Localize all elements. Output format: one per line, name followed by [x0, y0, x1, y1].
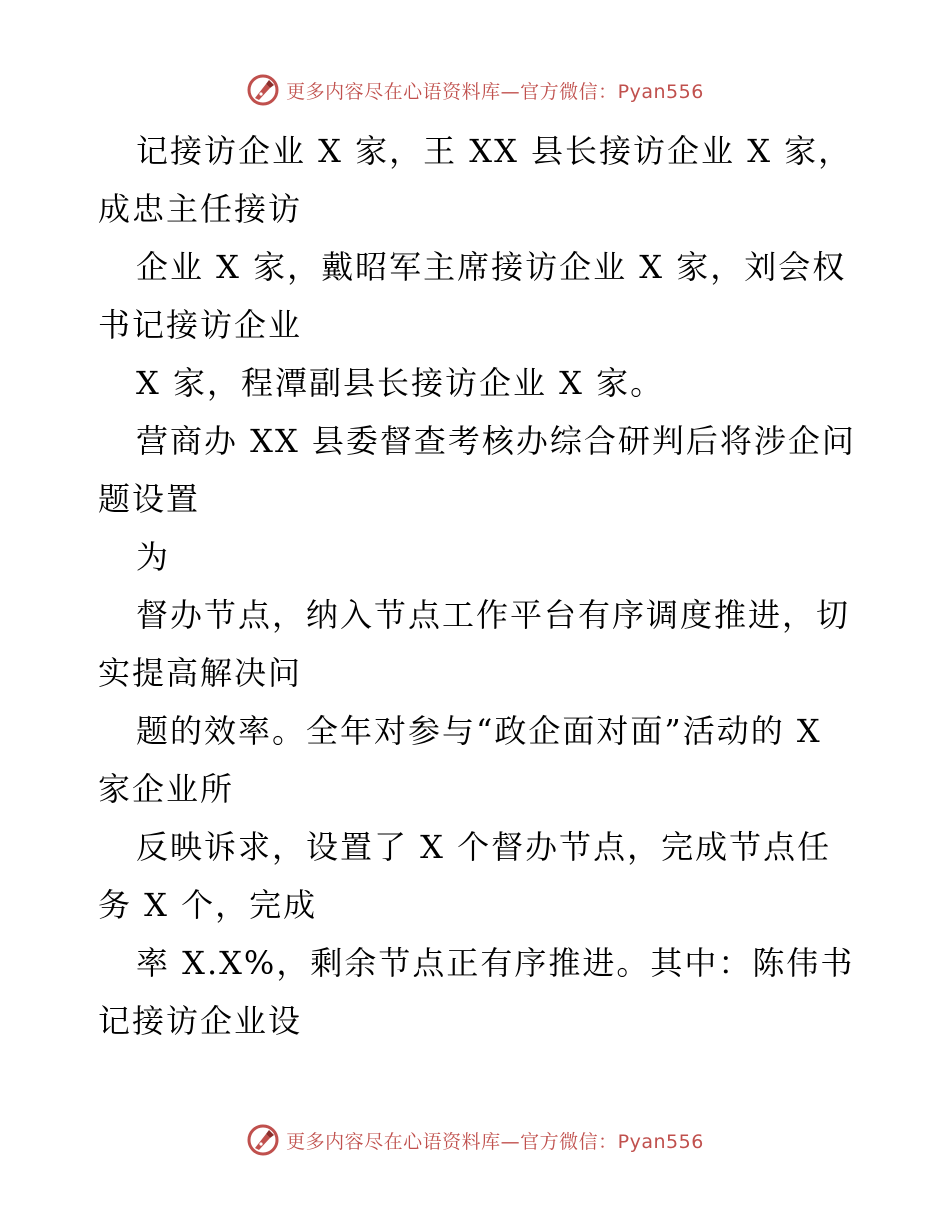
footer-banner	[0, 1120, 950, 1160]
document-line: 题设置	[98, 480, 201, 518]
document-line: 记接访企业 X 家，王 XX 县长接访企业 X 家，	[136, 132, 853, 170]
document-line: 书记接访企业	[98, 306, 303, 344]
header-banner-text: 更多内容尽在心语资料库—官方微信：Pyan556	[286, 80, 704, 103]
pen-nib-logo-icon	[246, 73, 280, 107]
document-line: 务 X 个，完成	[98, 886, 318, 924]
pen-nib-logo-icon	[246, 1123, 280, 1157]
document-body	[98, 122, 858, 1050]
document-line: 反映诉求，设置了 X 个督办节点，完成节点任	[136, 828, 832, 866]
document-line: 企业 X 家，戴昭军主席接访企业 X 家，刘会权	[136, 248, 847, 286]
document-line: 为	[136, 538, 171, 576]
footer-banner-text: 更多内容尽在心语资料库—官方微信：Pyan556	[286, 1130, 704, 1153]
document-line: 记接访企业设	[98, 1002, 303, 1040]
document-line: 家企业所	[98, 770, 235, 808]
document-line: 题的效率。全年对参与“政企面对面”活动的 X	[136, 712, 822, 750]
document-line: 实提高解决问	[98, 654, 303, 692]
header-banner	[0, 70, 950, 110]
document-line: 督办节点，纳入节点工作平台有序调度推进，切	[136, 596, 851, 634]
document-line: 营商办 XX 县委督查考核办综合研判后将涉企问	[136, 422, 856, 460]
document-line: 成忠主任接访	[98, 190, 303, 228]
document-line: X 家，程潭副县长接访企业 X 家。	[136, 364, 665, 402]
document-line: 率 X.X%，剩余节点正有序推进。其中：陈伟书	[136, 944, 855, 982]
